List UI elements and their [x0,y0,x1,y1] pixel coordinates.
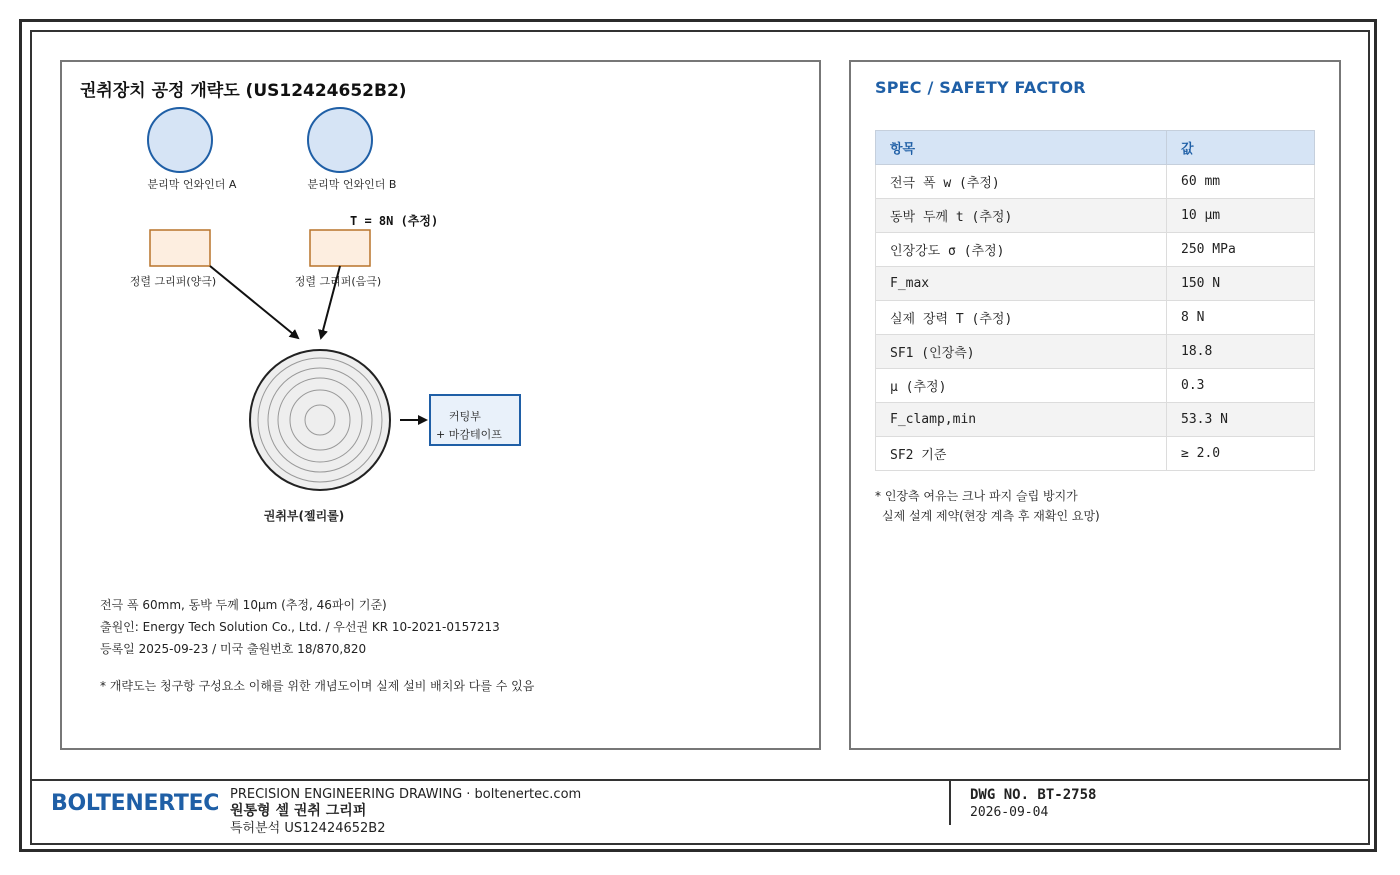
diagram-notes [100,596,500,662]
spec-item: F_clamp,min [876,403,1167,437]
table-row [876,437,1315,471]
spec-value: 10 μm [1167,199,1315,233]
spec-table [875,130,1315,471]
title-block-line-1: PRECISION ENGINEERING DRAWING · boltenertec.com [230,787,582,802]
spec-note [875,486,1100,526]
note-applicant: 출원인: Energy Tech Solution Co., Ltd. / 우선권 KR 10-2021-0157213 [100,620,500,634]
spec-item: SF2 기준 [876,437,1167,471]
unwinder-a-label: 분리막 언와인더 A [147,178,237,191]
note-registration: 등록일 2025-09-23 / 미국 출원번호 18/870,820 [100,642,367,656]
unwinder-a-roll [148,108,212,172]
unwinder-b-label: 분리막 언와인더 B [307,178,397,191]
spec-title: SPEC / SAFETY FACTOR [875,78,1086,97]
spec-note-line-1: * 인장측 여유는 크나 파지 슬립 방지가 [875,489,1078,503]
brand-logo: BOLTENERTEC [51,791,220,816]
winding-label: 권취부(젤리롤) [263,509,345,523]
table-row [876,301,1315,335]
spec-item: F_max [876,267,1167,301]
spec-item: 전극 폭 w (추정) [876,165,1167,199]
drawing-number-block [970,786,1096,822]
spec-header-item: 항목 [876,131,1167,165]
spec-value: 8 N [1167,301,1315,335]
title-block-divider [949,781,951,825]
spec-value: 60 mm [1167,165,1315,199]
spec-item: 인장강도 σ (추정) [876,233,1167,267]
spec-header-value: 값 [1167,131,1315,165]
spec-value: 53.3 N [1167,403,1315,437]
arrow-positive-to-winder [210,266,298,338]
gripper-negative-label: 정렬 그리퍼(음극) [294,275,382,288]
cutting-label-1: 커팅부 [449,410,481,423]
table-row [876,199,1315,233]
drawing-title: 원통형 셀 권취 그리퍼 [230,803,367,819]
table-row [876,267,1315,301]
spec-value: 150 N [1167,267,1315,301]
tension-label: T = 8N (추정) [350,214,439,228]
table-row [876,369,1315,403]
title-block-text [230,786,581,837]
drawing-date: 2026-09-04 [970,805,1049,820]
drawing-number: DWG NO. BT-2758 [970,787,1097,803]
table-row [876,335,1315,369]
spec-header-row [876,131,1315,165]
diagram-title: 권취장치 공정 개략도 (US12424652B2) [80,81,407,101]
unwinder-b-roll [308,108,372,172]
spec-item: 실제 장력 T (추정) [876,301,1167,335]
title-block-rule [32,779,1368,781]
spec-value: 18.8 [1167,335,1315,369]
gripper-negative [310,230,370,266]
gripper-positive-label: 정렬 그리퍼(양극) [129,275,217,288]
spec-item: 동박 두께 t (추정) [876,199,1167,233]
gripper-positive [150,230,210,266]
title-block-line-3: 특허분석 US12424652B2 [230,821,386,836]
diagram-disclaimer: * 개략도는 청구항 구성요소 이해를 위한 개념도이며 실제 설비 배치와 다를 수 있음 [100,679,535,693]
spec-item: SF1 (인장측) [876,335,1167,369]
spec-note-line-2: 실제 설계 제약(현장 계측 후 재확인 요망) [882,509,1100,523]
table-row [876,403,1315,437]
note-electrode: 전극 폭 60mm, 동박 두께 10μm (추정, 46파이 기준) [100,598,387,612]
jelly-roll [250,350,390,490]
spec-value: 250 MPa [1167,233,1315,267]
table-row [876,233,1315,267]
cutting-label-2: + 마감테이프 [436,428,502,441]
table-row [876,165,1315,199]
spec-value: ≥ 2.0 [1167,437,1315,471]
spec-value: 0.3 [1167,369,1315,403]
spec-item: μ (추정) [876,369,1167,403]
